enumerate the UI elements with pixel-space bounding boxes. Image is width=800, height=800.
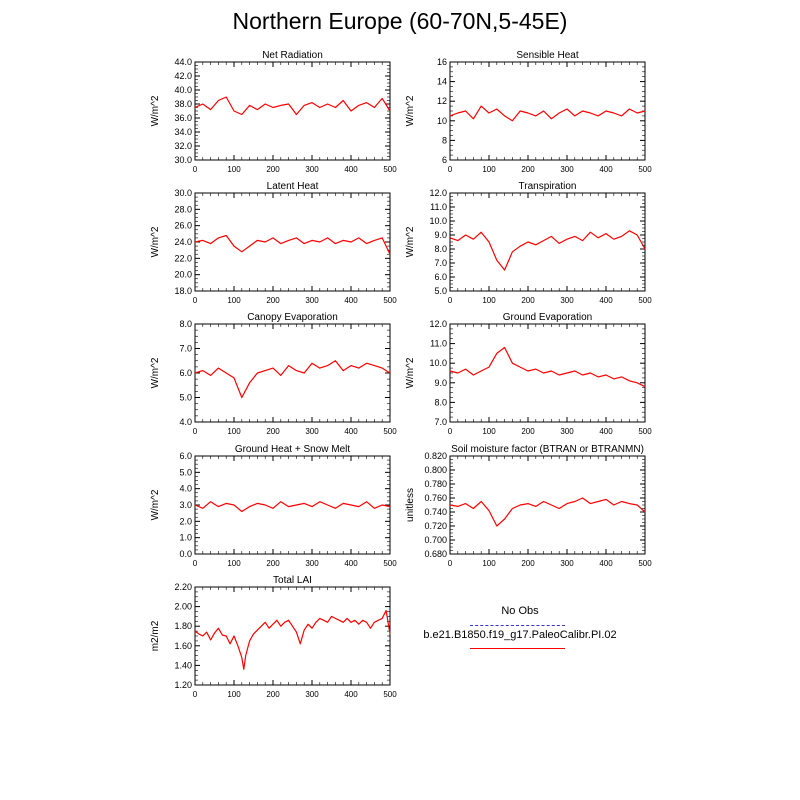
plot-frame	[450, 62, 645, 160]
y-tick-label: 5.0	[434, 286, 447, 296]
y-tick-label: 5.0	[179, 392, 192, 403]
y-tick-label: 2.20	[174, 582, 192, 592]
x-tick-label: 500	[638, 165, 652, 174]
x-tick-label: 0	[192, 296, 198, 305]
panel-title: Ground Evaporation	[502, 312, 593, 323]
y-tick-label: 0.800	[424, 465, 447, 475]
plot-frame	[195, 324, 390, 422]
series-line-1	[450, 348, 645, 387]
y-tick-label: 6	[441, 155, 447, 165]
legend-obs-swatch	[470, 625, 565, 626]
x-tick-label: 400	[344, 165, 358, 174]
x-tick-label: 100	[227, 559, 241, 568]
y-tick-label: 7.0	[434, 417, 447, 427]
x-tick-label: 200	[266, 559, 280, 568]
y-tick-label: 10.0	[429, 216, 447, 226]
y-tick-label: 8.0	[179, 319, 192, 329]
x-tick-label: 400	[344, 690, 358, 699]
y-tick-label: 28.0	[174, 204, 192, 215]
x-tick-label: 100	[482, 165, 496, 174]
x-tick-label: 0	[447, 427, 453, 436]
y-tick-label: 30.0	[174, 155, 192, 165]
y-tick-label: 18.0	[174, 286, 192, 296]
y-tick-label: 20.0	[174, 269, 192, 280]
y-tick-label: 6.0	[179, 451, 192, 461]
y-tick-label: 8.0	[434, 397, 447, 408]
y-tick-label: 3.0	[179, 500, 192, 510]
legend-obs-label: No Obs	[501, 605, 539, 617]
x-tick-label: 500	[383, 427, 397, 436]
y-tick-label: 9.0	[434, 230, 447, 240]
x-tick-label: 300	[305, 427, 319, 436]
x-tick-label: 100	[227, 427, 241, 436]
x-tick-label: 0	[192, 690, 198, 699]
x-tick-label: 300	[305, 559, 319, 568]
x-tick-label: 200	[521, 559, 535, 568]
y-axis-label: W/m^2	[405, 357, 416, 389]
x-tick-label: 500	[383, 690, 397, 699]
y-tick-label: 2.0	[179, 516, 192, 527]
y-tick-label: 26.0	[174, 220, 192, 231]
x-tick-label: 200	[266, 690, 280, 699]
y-tick-label: 11.0	[430, 338, 447, 349]
panel-title: Transpiration	[518, 181, 577, 192]
y-tick-label: 0.720	[424, 521, 447, 531]
x-tick-label: 500	[638, 296, 652, 305]
y-axis-label: W/m^2	[405, 226, 416, 258]
panel-9	[150, 575, 397, 699]
panel-title: Net Radiation	[262, 50, 323, 61]
x-tick-label: 500	[638, 427, 652, 436]
y-tick-label: 44.0	[174, 57, 192, 67]
series-line-1	[195, 236, 390, 255]
x-tick-label: 300	[560, 427, 574, 436]
panel-6	[405, 312, 652, 436]
x-tick-label: 100	[482, 559, 496, 568]
y-tick-label: 12	[436, 96, 447, 107]
y-tick-label: 5.0	[179, 467, 192, 478]
y-axis-label: W/m^2	[150, 357, 161, 389]
x-tick-label: 400	[599, 427, 613, 436]
y-tick-label: 36.0	[174, 113, 192, 123]
series-line-1	[195, 361, 390, 398]
x-tick-label: 500	[383, 559, 397, 568]
x-tick-label: 400	[344, 427, 358, 436]
y-tick-label: 0.680	[424, 549, 447, 559]
y-tick-label: 22.0	[174, 253, 192, 264]
y-tick-label: 1.20	[174, 680, 192, 690]
y-tick-label: 16	[436, 57, 447, 67]
x-tick-label: 0	[192, 559, 198, 568]
y-tick-label: 30.0	[174, 188, 192, 198]
panel-2	[405, 50, 652, 174]
x-tick-label: 300	[560, 296, 574, 305]
x-tick-label: 100	[482, 296, 496, 305]
plot-frame	[450, 193, 645, 291]
x-tick-label: 100	[227, 296, 241, 305]
x-tick-label: 300	[305, 165, 319, 174]
y-tick-label: 0.760	[424, 493, 447, 503]
panel-5	[150, 312, 397, 436]
x-tick-label: 300	[560, 559, 574, 568]
x-tick-label: 100	[482, 427, 496, 436]
y-tick-label: 10.0	[429, 358, 447, 369]
x-tick-label: 200	[521, 427, 535, 436]
x-tick-label: 400	[599, 165, 613, 174]
legend-model-label: b.e21.B1850.f19_g17.PaleoCalibr.PI.02	[423, 629, 617, 641]
y-tick-label: 32.0	[174, 141, 192, 151]
x-tick-label: 100	[227, 165, 241, 174]
x-tick-label: 500	[383, 165, 397, 174]
panel-title: Sensible Heat	[516, 50, 579, 61]
x-tick-label: 500	[638, 559, 652, 568]
x-tick-label: 0	[447, 296, 453, 305]
y-tick-label: 0.740	[424, 507, 447, 517]
series-line-1	[450, 498, 645, 526]
x-tick-label: 0	[192, 427, 198, 436]
y-tick-label: 1.80	[174, 621, 192, 632]
series-line-1	[450, 106, 645, 121]
y-tick-label: 1.60	[174, 640, 192, 651]
plot-frame	[195, 62, 390, 160]
panel-title: Latent Heat	[266, 181, 319, 192]
y-tick-label: 8	[441, 135, 447, 146]
series-line-1	[195, 502, 390, 512]
x-tick-label: 200	[521, 296, 535, 305]
panel-title: Soil moisture factor (BTRAN or BTRANMN)	[451, 444, 644, 455]
x-tick-label: 400	[599, 296, 613, 305]
panel-7	[150, 444, 397, 568]
x-tick-label: 200	[266, 296, 280, 305]
x-tick-label: 300	[305, 296, 319, 305]
y-tick-label: 2.00	[174, 601, 192, 612]
y-tick-label: 11.0	[430, 202, 447, 212]
x-tick-label: 400	[344, 296, 358, 305]
y-tick-label: 9.0	[434, 377, 447, 388]
plot-frame	[195, 193, 390, 291]
x-tick-label: 0	[192, 165, 198, 174]
y-tick-label: 8.0	[434, 244, 447, 254]
x-tick-label: 300	[560, 165, 574, 174]
y-tick-label: 4.0	[179, 417, 192, 427]
y-tick-label: 10	[436, 115, 447, 126]
legend-model-swatch	[470, 648, 565, 649]
y-tick-label: 6.0	[434, 272, 447, 282]
y-tick-label: 6.0	[179, 368, 192, 378]
panel-4	[405, 181, 652, 305]
y-tick-label: 40.0	[174, 85, 192, 95]
x-tick-label: 0	[447, 165, 453, 174]
y-tick-label: 12.0	[429, 188, 447, 198]
y-tick-label: 7.0	[434, 258, 447, 268]
panel-1	[150, 50, 397, 174]
panel-title: Canopy Evaporation	[247, 312, 338, 323]
panel-3	[150, 181, 397, 305]
y-tick-label: 24.0	[174, 237, 192, 247]
panel-title: Total LAI	[273, 575, 312, 586]
x-tick-label: 300	[305, 690, 319, 699]
x-tick-label: 200	[521, 165, 535, 174]
y-tick-label: 1.40	[174, 660, 192, 671]
y-axis-label: W/m^2	[150, 226, 161, 258]
x-tick-label: 200	[266, 427, 280, 436]
panel-title: Ground Heat + Snow Melt	[234, 444, 351, 455]
y-tick-label: 0.700	[424, 535, 447, 545]
y-tick-label: 7.0	[179, 343, 192, 354]
y-tick-label: 34.0	[174, 127, 192, 137]
x-tick-label: 400	[599, 559, 613, 568]
y-tick-label: 1.0	[179, 532, 192, 543]
y-tick-label: 38.0	[174, 99, 192, 109]
plot-frame	[450, 324, 645, 422]
y-tick-label: 14	[436, 76, 447, 87]
series-line-1	[450, 231, 645, 270]
y-tick-label: 12.0	[429, 319, 447, 329]
y-axis-label: m2/m2	[150, 620, 161, 652]
y-tick-label: 0.0	[179, 549, 192, 559]
x-tick-label: 100	[227, 690, 241, 699]
y-axis-label: W/m^2	[150, 489, 161, 521]
series-line-1	[195, 611, 390, 670]
x-tick-label: 200	[266, 165, 280, 174]
y-tick-label: 4.0	[179, 483, 192, 494]
plot-frame	[450, 456, 645, 554]
y-tick-label: 0.780	[424, 479, 447, 489]
series-line-1	[195, 97, 390, 115]
y-axis-label: W/m^2	[405, 95, 416, 127]
y-axis-label: W/m^2	[150, 95, 161, 127]
y-axis-label: unitless	[405, 488, 416, 522]
y-tick-label: 0.820	[424, 451, 447, 461]
x-tick-label: 0	[447, 559, 453, 568]
page-title: Northern Europe (60-70N,5-45E)	[232, 8, 568, 34]
panel-8	[405, 444, 652, 568]
x-tick-label: 500	[383, 296, 397, 305]
x-tick-label: 400	[344, 559, 358, 568]
y-tick-label: 42.0	[174, 71, 192, 81]
